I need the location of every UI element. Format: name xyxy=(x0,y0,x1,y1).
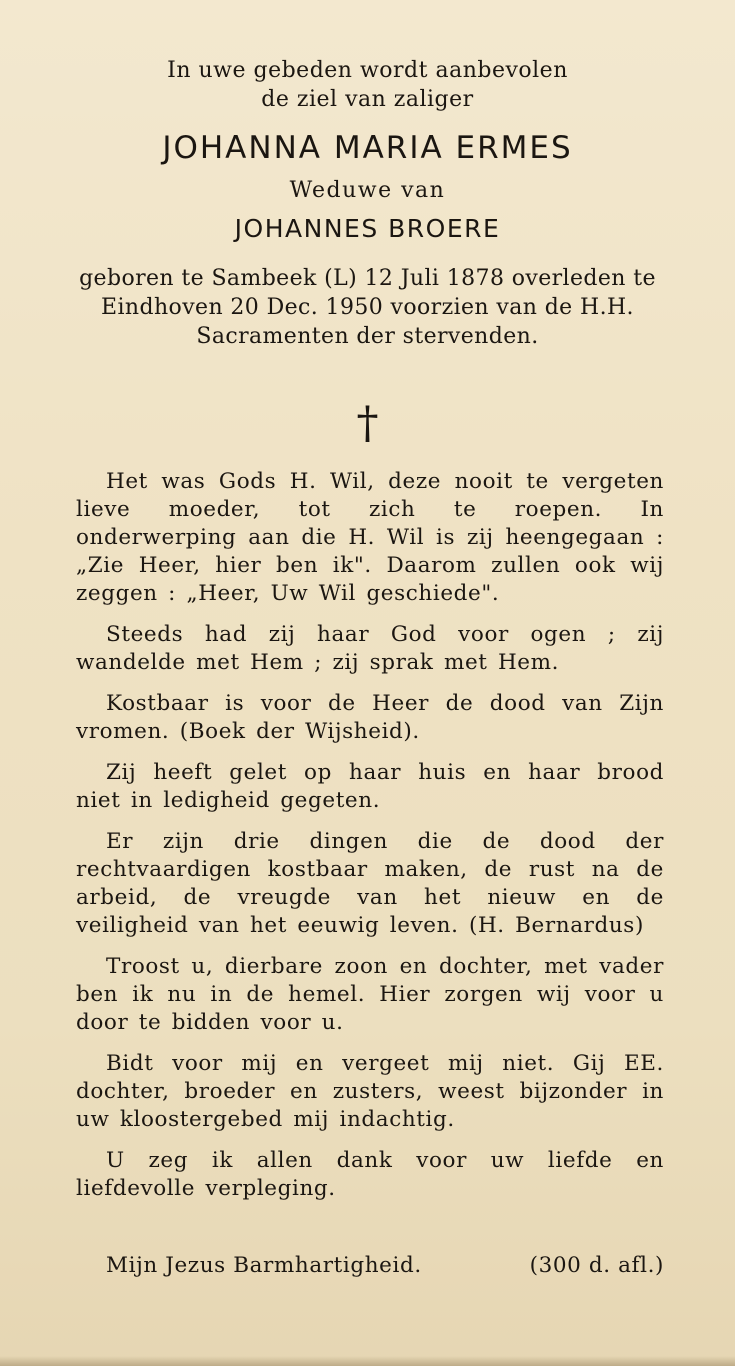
paragraph-3: Kostbaar is voor de Heer de dood van Zijn vromen. (Boek der Wijsheid). xyxy=(76,691,664,744)
paragraph-8: U zeg ik allen dank voor uw liefde en liefdevolle verpleging. xyxy=(76,1148,664,1201)
paragraph-1: Het was Gods H. Wil, deze nooit te vergeten lieve moeder, tot zich te roepen. In onderwerping aan die H. Wil is zij heengegaan : „Zie Heer, hier ben ik". Daarom zullen ook wij zeggen : „Heer, Uw Wil geschiede". xyxy=(76,469,664,606)
paragraph-4: Zij heeft gelet op haar huis en haar brood niet in ledigheid gegeten. xyxy=(76,760,664,813)
card-header xyxy=(0,56,735,351)
paragraph-7: Bidt voor mij en vergeet mij niet. Gij EE. dochter, broeder en zusters, weest bijzonder in uw kloostergebed mij indachtig. xyxy=(76,1051,664,1132)
intro-line-2: de ziel van zaliger xyxy=(261,87,474,112)
indulgence-note: (300 d. afl.) xyxy=(529,1253,664,1278)
card-body xyxy=(76,468,664,1216)
husband-name: JOHANNES BROERE xyxy=(234,214,501,243)
deceased-name: JOHANNA MARIA ERMES xyxy=(162,130,573,166)
intro-line-1: In uwe gebeden wordt aanbevolen xyxy=(167,58,568,83)
paragraph-5: Er zijn drie dingen die de dood der rechtvaardigen kostbaar maken, de rust na de arbeid, de vreugde van het nieuw en de veiligheid van het eeuwig leven. (H. Bernardus) xyxy=(76,829,664,938)
widow-of-label: Weduwe van xyxy=(289,178,446,203)
paragraph-6: Troost u, dierbare zoon en dochter, met vader ben ik nu in de hemel. Hier zorgen wij voor u door te bidden voor u. xyxy=(76,954,664,1035)
card-footer xyxy=(106,1252,664,1280)
birth-death-dates: geboren te Sambeek (L) 12 Juli 1878 overleden te Eindhoven 20 Dec. 1950 voorzien van de H.H. Sacramenten der stervenden. xyxy=(79,266,656,349)
closing-prayer: Mijn Jezus Barmhartigheid. xyxy=(106,1253,422,1278)
cross-icon: † xyxy=(356,398,379,449)
paragraph-2: Steeds had zij haar God voor ogen ; zij wandelde met Hem ; zij sprak met Hem. xyxy=(76,622,664,675)
card-bottom-edge xyxy=(0,1356,735,1366)
